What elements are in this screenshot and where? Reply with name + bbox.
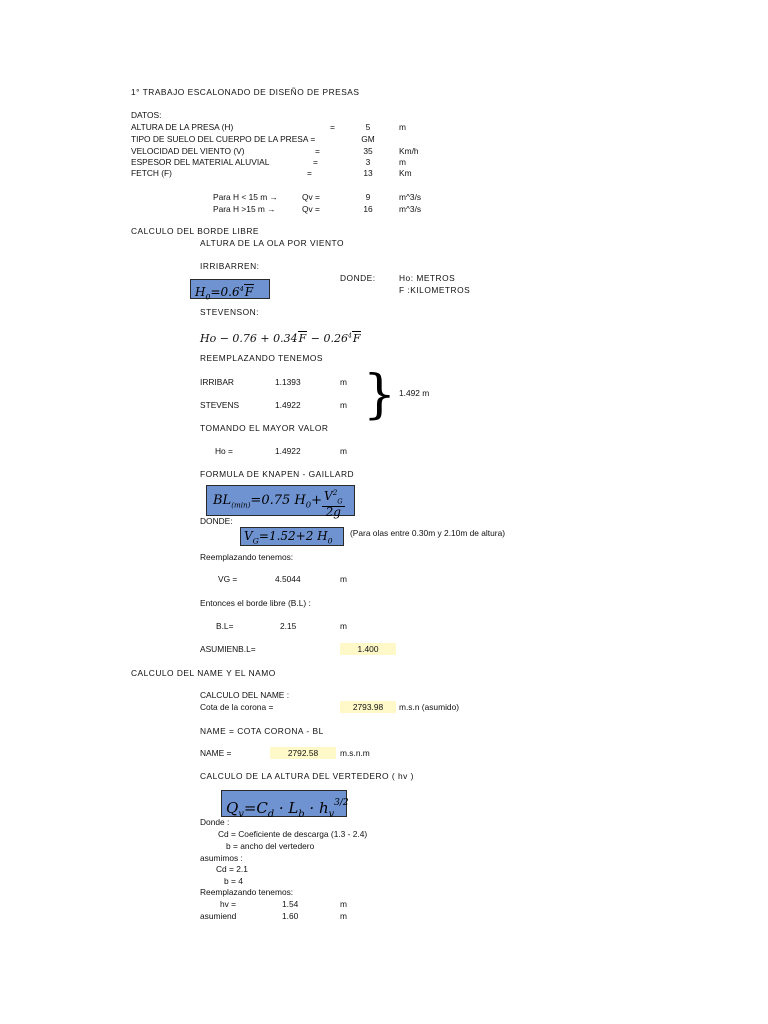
dato-unit: Km: [399, 168, 412, 178]
donde2-label: DONDE:: [200, 516, 233, 526]
dato-unit: Km/h: [399, 146, 419, 156]
donde3-label: Donde :: [200, 817, 230, 827]
asumimos-label: asumimos :: [200, 853, 243, 863]
ola-subheading: ALTURA DE LA OLA POR VIENTO: [200, 238, 344, 248]
name-equation: NAME = COTA CORONA - BL: [200, 726, 324, 736]
asumien-value: 1.400: [340, 643, 396, 655]
result-unit: m: [340, 377, 347, 387]
vertedero-heading: CALCULO DE LA ALTURA DEL VERTEDERO ( hv ): [200, 771, 414, 781]
b-assumed: b = 4: [224, 876, 243, 886]
donde-label: DONDE:: [340, 273, 376, 283]
name-namo-heading: CALCULO DEL NAME Y EL NAMO: [131, 668, 276, 678]
borde-libre-heading: CALCULO DEL BORDE LIBRE: [131, 226, 260, 236]
qv-unit: m^3/s: [399, 192, 422, 202]
qv-unit: m^3/s: [399, 204, 422, 214]
dato-label: FETCH (F): [131, 168, 172, 178]
irribarren-formula: $H_0=0.6^4F$: [190, 279, 270, 299]
qv-condition: Para H >15 m →: [213, 204, 276, 214]
result-unit: m: [340, 400, 347, 410]
qv-label: Qv =: [302, 192, 320, 202]
dato-label: ESPESOR DEL MATERIAL ALUVIAL: [131, 157, 270, 167]
dato-unit: m: [399, 122, 406, 132]
page-title: 1° TRABAJO ESCALONADO DE DISEÑO DE PRESAS: [131, 87, 360, 97]
cd-assumed: Cd = 2.1: [216, 864, 248, 874]
dato-unit: m: [399, 157, 406, 167]
dato-eq: =: [313, 157, 318, 167]
qv-condition: Para H < 15 m →: [213, 192, 278, 202]
cota-value: 2793.98: [340, 701, 396, 713]
dato-eq: =: [315, 146, 320, 156]
ho-value: 1.4922: [275, 446, 301, 456]
b-definition: b = ancho del vertedero: [226, 841, 315, 851]
vg-value: 4.5044: [275, 574, 301, 584]
reemplazando-label: REEMPLAZANDO TENEMOS: [200, 353, 323, 363]
name-label: NAME =: [200, 748, 232, 758]
dato-value: 35: [363, 146, 373, 156]
donde-f-unit: F :KILOMETROS: [399, 285, 471, 295]
bl-unit: m: [340, 621, 347, 631]
vg-formula: $V_G=1.52+2$ $H_0$: [240, 527, 344, 546]
ho-unit: m: [340, 446, 347, 456]
dato-label: VELOCIDAD DEL VIENTO (V): [131, 146, 245, 156]
qv-value: 9: [365, 192, 371, 202]
hv-value: 1.54: [282, 899, 299, 909]
result-value: 1.4922: [275, 400, 301, 410]
vg-note: (Para olas entre 0.30m y 2.10m de altura): [350, 528, 506, 538]
reemplazando2-label: Reemplazando tenemos:: [200, 552, 294, 562]
cd-definition: Cd = Coeficiente de descarga (1.3 - 2.4): [218, 829, 368, 839]
asumiend-value: 1.60: [282, 911, 299, 921]
result-value: 1.1393: [275, 377, 301, 387]
name-value: 2792.58: [270, 747, 336, 759]
datos-heading: DATOS:: [131, 110, 162, 120]
qv-label: Qv =: [302, 204, 320, 214]
qv-value: 16: [363, 204, 373, 214]
calc-name-label: CALCULO DEL NAME :: [200, 690, 290, 700]
vg-label: VG =: [218, 574, 238, 584]
tomando-label: TOMANDO EL MAYOR VALOR: [200, 423, 329, 433]
stevenson-label: STEVENSON:: [200, 307, 259, 317]
irribarren-label: IRRIBARREN:: [200, 261, 260, 271]
knapen-heading: FORMULA DE KNAPEN - GAILLARD: [200, 469, 355, 479]
dato-label: TIPO DE SUELO DEL CUERPO DE LA PRESA =: [131, 134, 316, 144]
reemplazando3-label: Reemplazando tenemos:: [200, 887, 294, 897]
entonces-label: Entonces el borde libre (B.L) :: [200, 598, 311, 608]
asumien-label: ASUMIENB.L=: [200, 644, 256, 654]
bl-label: B.L=: [216, 621, 234, 631]
hv-unit: m: [340, 899, 347, 909]
asumiend-label: asumiend: [200, 911, 237, 921]
vertedero-formula: $Q_v=C_d \cdot L_b \cdot h_v^{3/2}$: [221, 790, 347, 817]
name-unit: m.s.n.m: [340, 748, 370, 758]
result-label: IRRIBAR: [200, 377, 234, 387]
right-brace-icon: }: [363, 365, 397, 425]
dato-label: ALTURA DE LA PRESA (H): [131, 122, 234, 132]
result-label: STEVENS: [200, 400, 240, 410]
dato-eq: =: [307, 168, 312, 178]
brace-result: 1.492 m: [399, 388, 430, 398]
cota-unit: m.s.n (asumido): [399, 702, 460, 712]
ho-label: Ho =: [215, 446, 233, 456]
asumiend-unit: m: [340, 911, 347, 921]
knapen-formula: $BL_{(min)}=0.75$ $H_0+$ $\frac{V^2_G}{2g}$: [206, 485, 355, 516]
dato-value: 5: [365, 122, 371, 132]
stevenson-formula: $Ho - 0.76 + 0.34F - 0.26^4F$: [200, 332, 361, 345]
dato-eq: =: [330, 122, 335, 132]
vg-unit: m: [340, 574, 347, 584]
hv-label: hv =: [220, 899, 237, 909]
bl-value: 2.15: [280, 621, 297, 631]
dato-value: GM: [361, 134, 375, 144]
dato-value: 13: [363, 168, 373, 178]
donde-ho-unit: Ho: METROS: [399, 273, 456, 283]
dato-value: 3: [365, 157, 371, 167]
cota-label: Cota de la corona =: [200, 702, 274, 712]
